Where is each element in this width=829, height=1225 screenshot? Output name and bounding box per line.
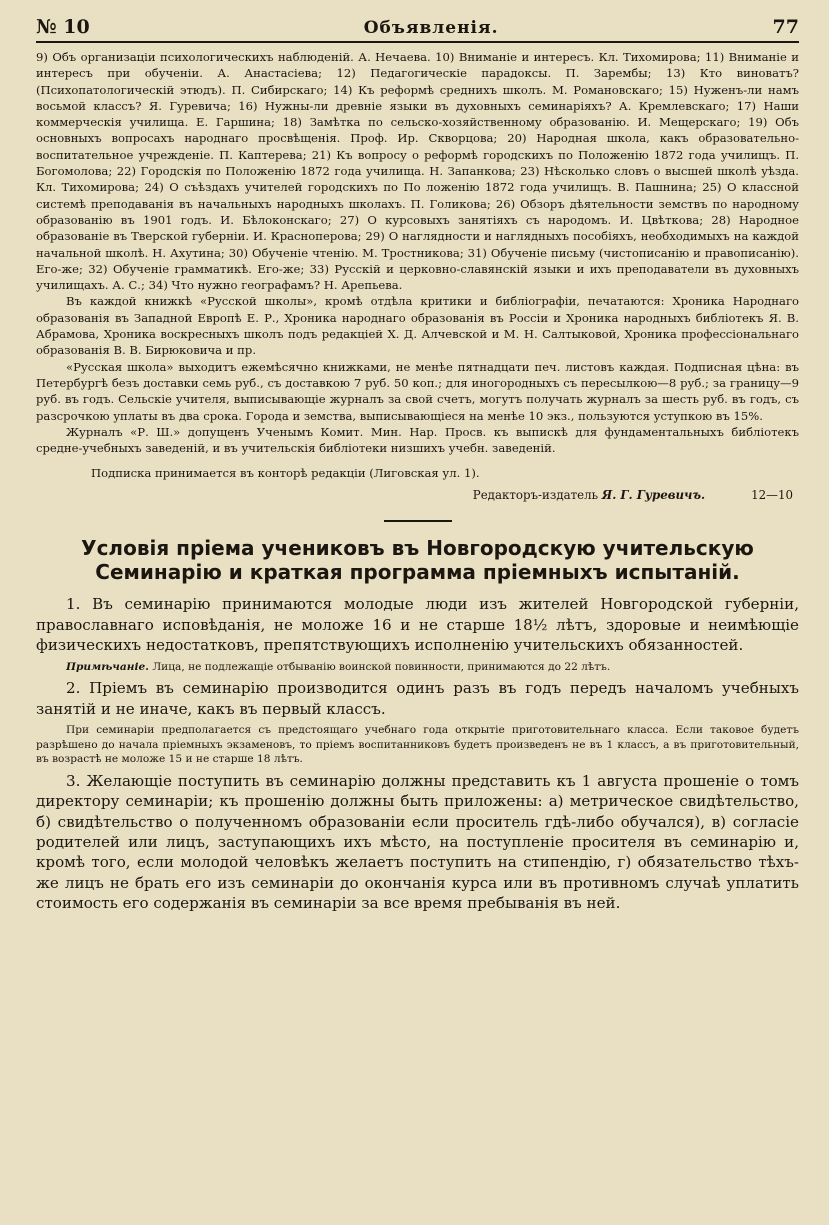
chronicles-paragraph: Въ каждой книжкѣ «Русской школы», кромѣ отдѣла критики и библіографіи, печатаются: Хроника Народнаго образованія въ Западной Европѣ Е. Р., Хроника народнаго образованія въ Россіи и Хроника народныхъ библіотекъ Я. В. Абрамова, Хроника воскресныхъ школъ подъ редакціей Х. Д. Алчевской и М. Н. Салтыковой, Хроника профессіональнаго образованія В. В. Бирюковича и пр. <box>36 294 799 358</box>
permission-paragraph: Журналъ «Р. Ш.» допущенъ Ученымъ Комит. Мин. Нар. Просв. къ выпискѣ для фундаментальныхъ библіотекъ средне-учебныхъ заведеній, и въ учительскія библіотеки низшихъ учебн. заведеній. <box>36 424 799 456</box>
page-header <box>36 16 799 43</box>
page-number: 77 <box>772 16 799 38</box>
seminary-heading: Условія пріема учениковъ въ Новгородскую учительскую Семинарію и краткая программа пріемныхъ испытаній. <box>81 536 754 585</box>
paragraph-1: 1. Въ семинарію принимаются молодые люди изъ жителей Новгородской губерніи, православнаго исповѣданія, не моложе 16 и не старше 18½ лѣтъ, здоровые и неимѣющіе физическихъ недостатковъ, препятствующихъ исполненію учительскихъ обязанностей. <box>36 595 799 655</box>
contents-list: 9) Объ организаціи психологическихъ наблюденій. А. Нечаева. 10) Вниманіе и интересъ. Кл. Тихомирова; 11) Вниманіе и интересъ при обученіи. А. Анастасіева; 12) Педагогическіе парадоксы. П. Зарембы; 13) Кто виноватъ? (Психопатологическій этюдъ). П. Сибирскаго; 14) Къ реформѣ среднихъ школъ. М. Романовскаго; 15) Нуженъ-ли намъ восьмой классъ? Я. Гуревича; 16) Нужны-ли древніе языки въ духовныхъ семинаріяхъ? А. Кремлевскаго; 17) Наши коммерческія училища. Е. Гаршина; 18) Замѣтка по сельско-хозяйственному образованію. И. Мещерскаго; 19) Объ основныхъ вопросахъ народнаго просвѣщенія. Проф. Ир. Скворцова; 20) Народная школа, какъ образовательно-воспитательное учрежденіе. П. Каптерева; 21) Къ вопросу о реформѣ городскихъ по Положенію 1872 года училищъ. П. Богомолова; 22) Городскія по Положенію 1872 года училища. Н. Запанкова; 23) Нѣсколько словъ о высшей школѣ уѣзда. Кл. Тихомирова; 24) О съѣздахъ учителей городскихъ по По ложенію 1872 года училищъ. В. Пашнина; 25) О классной системѣ преподаванія въ начальныхъ народныхъ школахъ. П. Голикова; 26) Обзоръ дѣятельности земствъ по народному образованію въ 1901 годъ. И. Бѣлоконскаго; 27) О курсовыхъ занятіяхъ съ народомъ. И. Цвѣткова; 28) Народное образованіе въ Тверской губерніи. И. Красноперова; 29) О наглядности и наглядныхъ пособіяхъ, необходимыхъ на каждой начальной школѣ. Н. Ахутина; 30) Обученіе чтенію. М. Тростникова; 31) Обученіе письму (чистописанію и правописанію). Его-же; 32) Обученіе грамматикѣ. Его-же; 33) Русскій и церковно-славянскій языки и ихъ преподаватели въ духовныхъ училищахъ. А. С.; 34) Что нужно географамъ? Н. Арепьева. <box>36 50 799 293</box>
note-1-label: Примѣчаніе. <box>66 660 149 673</box>
section-divider <box>384 520 452 522</box>
office-line <box>36 466 799 480</box>
editor-label: Редакторъ-издатель <box>472 488 599 503</box>
section-title: Объявленія. <box>363 18 499 38</box>
editor-name: Я. Г. Гуревичъ. <box>601 488 706 503</box>
editor-line <box>36 488 799 502</box>
office-text: Подписка принимается въ конторѣ редакціи (Лиговская ул. 1). <box>91 466 480 481</box>
note-1 <box>36 660 799 675</box>
note-2: При семинаріи предполагается съ предстоящаго учебнаго года открытіе приготовительнаго класса. Если таковое будетъ разрѣшено до начала пріемныхъ экзаменовъ, то пріемъ воспитанниковъ будетъ произведенъ не въ 1 классъ, а въ приготовительный, въ возрастѣ не моложе 15 и не старше 18 лѣтъ. <box>36 724 799 766</box>
issue-number: № 10 <box>36 16 90 38</box>
paragraph-2: 2. Пріемъ въ семинарію производится одинъ разъ въ годъ передъ началомъ учебныхъ занятій и не иначе, какъ въ первый классъ. <box>36 679 799 718</box>
subscription-paragraph: «Русская школа» выходитъ ежемѣсячно книжками, не менѣе пятнадцати печ. листовъ каждая. Подписная цѣна: въ Петербургѣ безъ доставки семь руб., съ доставкою 7 руб. 50 коп.; для иногородныхъ съ пересылкою—8 руб.; за границу—9 руб. въ годъ. Сельскіе учителя, выписывающіе журналъ за свой счетъ, могутъ получать журналъ за шесть руб. въ годъ, съ разсрочкою уплаты въ два срока. Города и земства, выписывающіеся на менѣе 10 экз., пользуются уступкою въ 15%. <box>36 359 799 423</box>
note-1-text: Лица, не подлежащіе отбыванію воинской повинности, принимаются до 22 лѣтъ. <box>152 660 611 673</box>
paragraph-3: 3. Желающіе поступить въ семинарію должны представить къ 1 августа прошеніе о томъ директору семинаріи; къ прошенію должны быть приложены: а) метрическое свидѣтельство, б) свидѣтельство о полученномъ образованіи если проситель гдѣ-либо обучался), в) согласіе родителей или лицъ, заступающихъ ихъ мѣсто, на поступленіе просителя въ семинарію и, кромѣ того, если молодой человѣкъ желаетъ поступить на стипендію, г) обязательство тѣхъ-же лицъ не брать его изъ семинаріи до окончанія курса или въ противномъ случаѣ уплатить стоимость его содержанія въ семинаріи за все время пребыванія въ ней. <box>36 771 799 913</box>
issue-code: 12—10 <box>751 488 793 503</box>
